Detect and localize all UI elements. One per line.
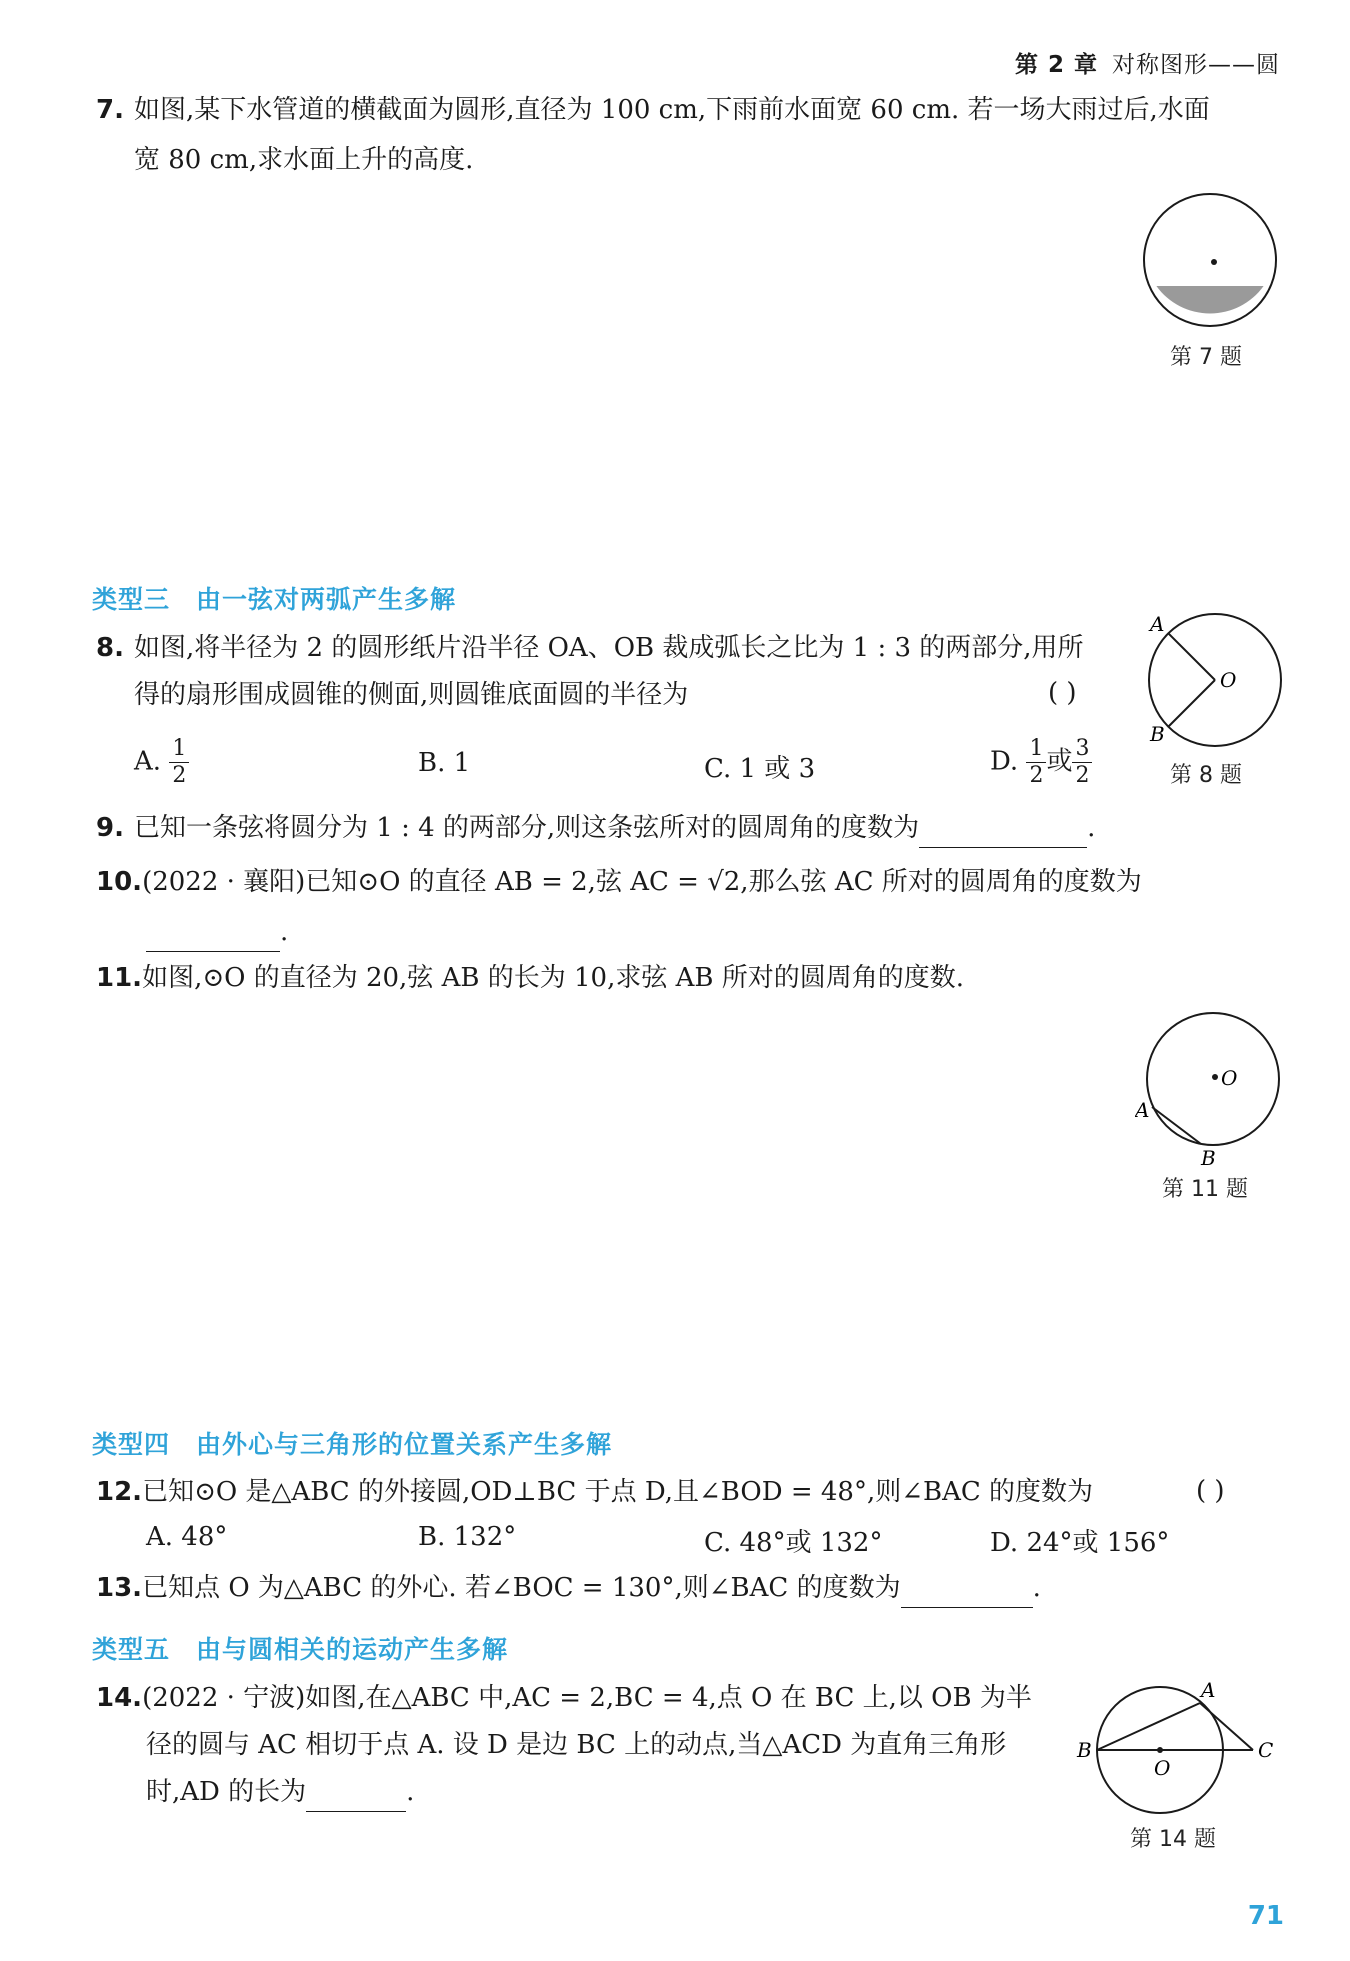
q8-number: 8.	[96, 633, 124, 663]
q10-answer-blank[interactable]	[146, 921, 280, 952]
center-point	[1212, 1074, 1218, 1080]
q14-number: 14.	[96, 1683, 143, 1713]
q9-number: 9.	[96, 813, 124, 843]
water-surface	[1156, 286, 1263, 313]
q7-line1: 7. 如图,某下水管道的横截面为圆形,直径为 100 cm,下雨前水面宽 60 cm. 若一场大雨过后,水面	[96, 90, 1210, 130]
q12-answer-paren: ( )	[1196, 1476, 1225, 1506]
label-o: O	[1220, 668, 1237, 692]
q8-line1: 8. 如图,将半径为 2 的圆形纸片沿半径 OA、OB 裁成弧长之比为 1 : 3 的两部分,用所	[96, 628, 1084, 668]
label-a: A	[1135, 1098, 1150, 1122]
q8-option-d: D. $\frac{1}{2}$ 或 $\frac{3}{2}$	[990, 736, 1092, 789]
center-point	[1157, 1747, 1163, 1753]
q10-number: 10.	[96, 867, 143, 897]
q11-caption: 第 11 题	[1162, 1177, 1248, 1202]
q11-figure	[1135, 1005, 1295, 1170]
q14-line2: 径的圆与 AC 相切于点 A. 设 D 是边 BC 上的动点,当△ACD 为直角三角形	[146, 1730, 1007, 1760]
chapter-label: 第 2 章	[1014, 52, 1098, 78]
q9-line: 9. 已知一条弦将圆分为 1 : 4 的两部分,则这条弦所对的圆周角的度数为 .	[96, 808, 1095, 848]
label-b: B	[1077, 1738, 1092, 1762]
section-5-heading: 类型五 由与圆相关的运动产生多解	[92, 1635, 509, 1664]
q8-answer-paren: ( )	[1048, 678, 1077, 708]
q8-figure	[1140, 605, 1300, 755]
q14-answer-blank[interactable]	[306, 1781, 406, 1812]
q12-option-b: B. 132°	[418, 1522, 517, 1552]
label-o: O	[1221, 1066, 1238, 1090]
q14-line3: 时,AD 的长为 .	[146, 1772, 414, 1812]
q11-number: 11.	[96, 963, 143, 993]
section-4-heading: 类型四 由外心与三角形的位置关系产生多解	[92, 1430, 613, 1459]
fraction: $\frac{1}{2}$	[1026, 736, 1046, 789]
section-3-heading: 类型三 由一弦对两弧产生多解	[92, 585, 457, 614]
q13-answer-blank[interactable]	[901, 1577, 1033, 1608]
radius-ob	[1168, 680, 1215, 727]
q8-line2: 得的扇形围成圆锥的侧面,则圆锥底面圆的半径为	[134, 680, 689, 710]
q8-option-a: A. $\frac{1}{2}$	[134, 736, 189, 789]
q8-option-c: C. 1 或 3	[704, 754, 816, 784]
q13-line: 13.已知点 O 为△ABC 的外心. 若∠BOC = 130°,则∠BAC 的度数为 .	[96, 1568, 1041, 1608]
q12-number: 12.	[96, 1477, 143, 1507]
label-b: B	[1201, 1146, 1216, 1170]
fraction: $\frac{3}{2}$	[1072, 736, 1092, 789]
label-a: A	[1150, 612, 1165, 636]
q12-line: 12.已知⊙O 是△ABC 的外接圆,OD⊥BC 于点 D,且∠BOD = 48°,则∠BAC 的度数为	[96, 1472, 1093, 1512]
q10-line2: .	[146, 912, 288, 952]
q12-option-c: C. 48°或 132°	[704, 1528, 883, 1558]
q10-line1: 10.(2022 · 襄阳)已知⊙O 的直径 AB = 2,弦 AC = √2,那么弦 AC 所对的圆周角的度数为	[96, 862, 1142, 902]
q7-line2: 宽 80 cm,求水面上升的高度.	[134, 145, 474, 175]
label-c: C	[1258, 1738, 1274, 1762]
label-b: B	[1150, 722, 1165, 746]
q14-line1: 14.(2022 · 宁波)如图,在△ABC 中,AC = 2,BC = 4,点 O 在 BC 上,以 OB 为半	[96, 1678, 1032, 1718]
page-header	[1015, 46, 1280, 79]
segment-ac	[1200, 1703, 1253, 1750]
q8-option-b: B. 1	[418, 748, 471, 778]
q13-number: 13.	[96, 1573, 143, 1603]
q7-caption: 第 7 题	[1170, 345, 1242, 370]
radius-oa	[1168, 633, 1215, 680]
q7-number: 7.	[96, 95, 124, 125]
center-point	[1211, 259, 1217, 265]
label-o: O	[1154, 1756, 1171, 1780]
q14-figure	[1075, 1675, 1295, 1825]
label-a: A	[1201, 1678, 1216, 1702]
q8-caption: 第 8 题	[1170, 763, 1242, 788]
chord-ab	[1152, 1107, 1201, 1144]
q12-option-d: D. 24°或 156°	[990, 1528, 1170, 1558]
q7-figure	[1140, 190, 1280, 330]
fraction: $\frac{1}{2}$	[169, 736, 189, 789]
q12-option-a: A. 48°	[146, 1522, 228, 1552]
q11-line: 11.如图,⊙O 的直径为 20,弦 AB 的长为 10,求弦 AB 所对的圆周角的度数.	[96, 958, 964, 998]
chapter-title: 对称图形——圆	[1112, 52, 1280, 78]
page-number: 71	[1247, 1901, 1284, 1931]
q9-answer-blank[interactable]	[919, 817, 1087, 848]
q14-caption: 第 14 题	[1130, 1827, 1216, 1852]
